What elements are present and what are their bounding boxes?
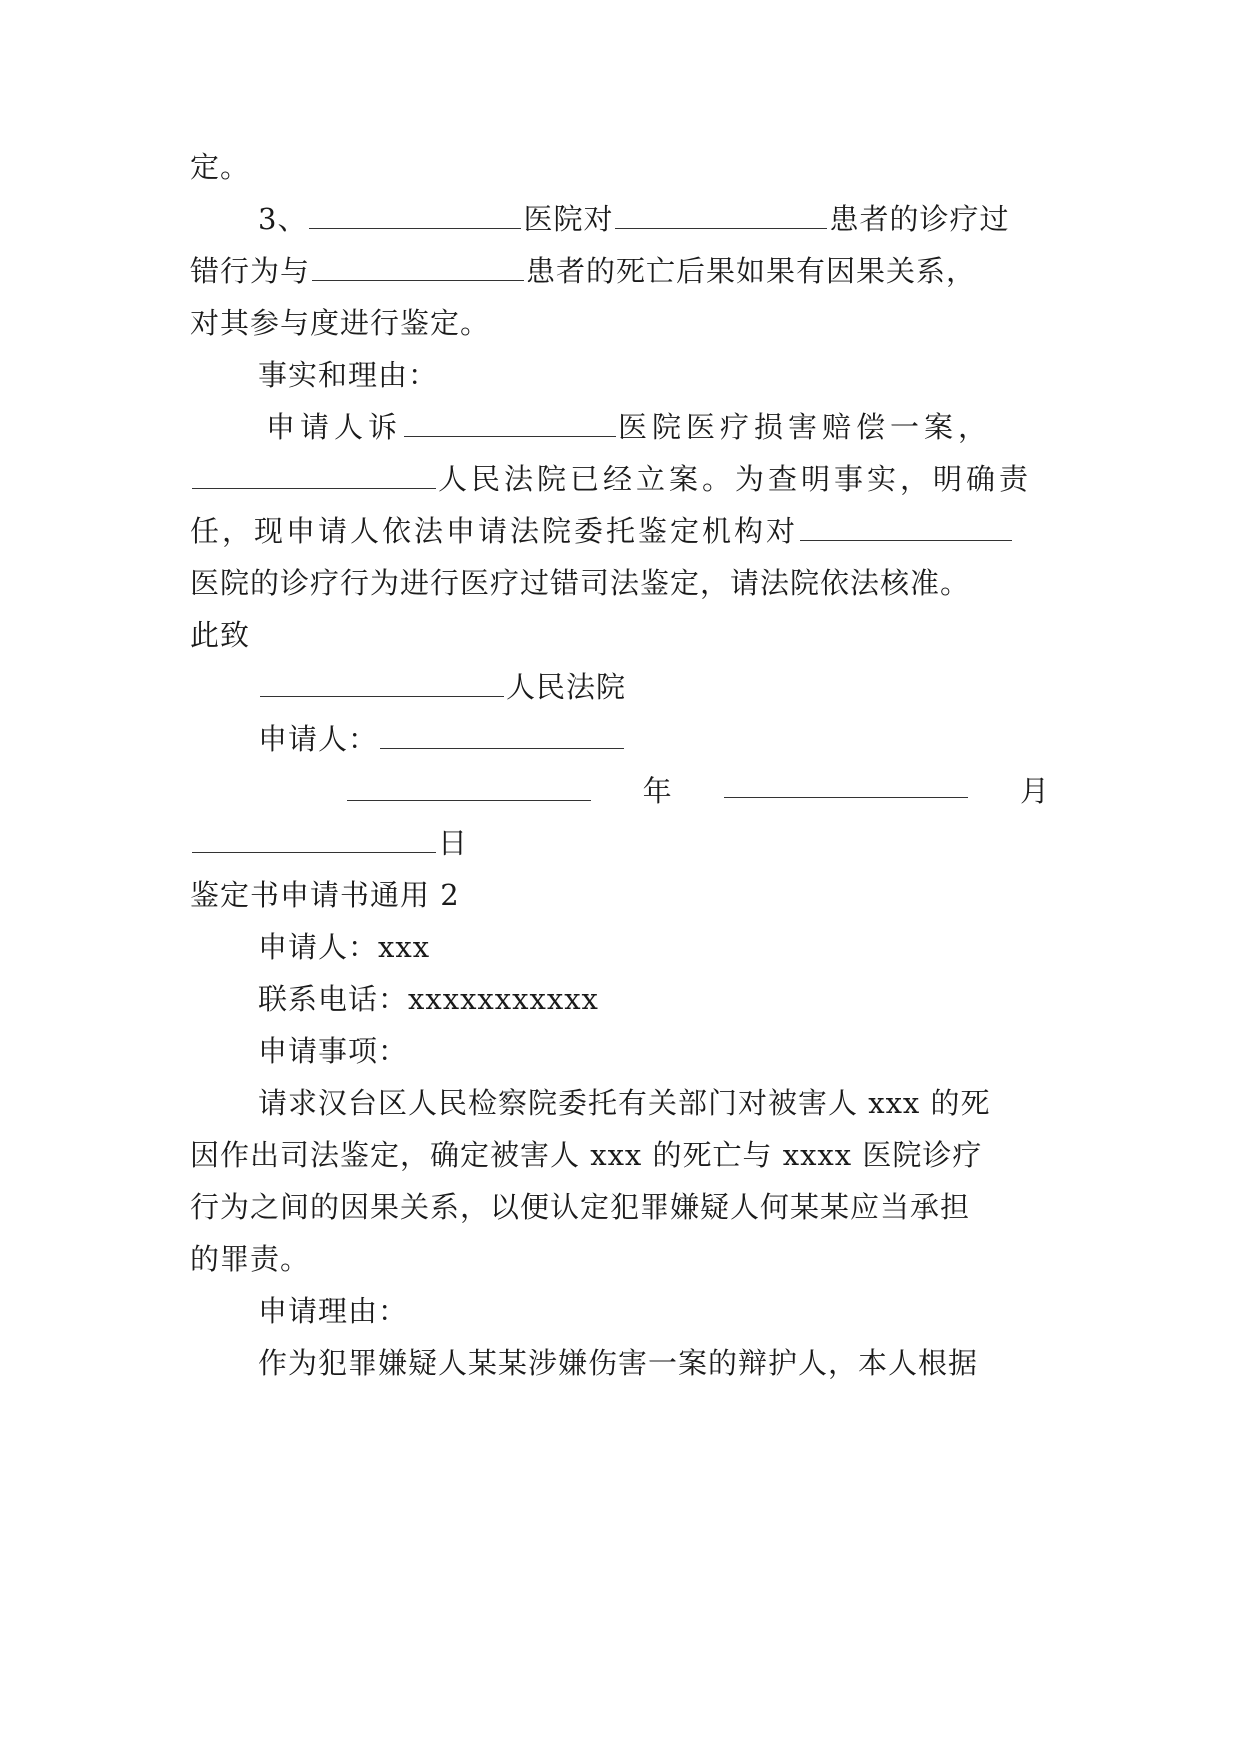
blank-field: [347, 774, 591, 801]
text-line: [258, 1291, 1118, 1331]
text-line: [190, 875, 1050, 915]
text: 医院对: [523, 202, 614, 236]
text: 错行为与: [190, 254, 311, 288]
section-heading: 事实和理由：: [258, 358, 439, 392]
text-line: [258, 199, 1118, 239]
text-line: [190, 823, 1050, 863]
text-line: [258, 1031, 1118, 1071]
section-title: 鉴定书申请书通用 2: [190, 878, 460, 912]
text: 患者的死亡后果如果有因果关系，: [526, 254, 977, 288]
day-label: 日: [438, 826, 469, 860]
applicant-label: 申请人：: [258, 722, 379, 756]
text-line: [190, 303, 1050, 343]
blank-field: [404, 410, 616, 437]
text: 任，现申请人依法申请法院委托鉴定机构对: [190, 514, 799, 548]
text-line: [190, 615, 1050, 655]
text-line: [190, 147, 1050, 187]
blank-field: [800, 514, 1012, 541]
blank-field: [192, 826, 436, 853]
text: 定。: [190, 150, 251, 184]
text: 的罪责。: [190, 1242, 311, 1276]
text: 人民法院已经立案。为查明事实，明确责: [438, 462, 1033, 496]
text: 行为之间的因果关系，以便认定犯罪嫌疑人何某某应当承担: [190, 1190, 971, 1224]
blank-field: [615, 202, 827, 229]
text: 作为犯罪嫌疑人某某涉嫌伤害一案的辩护人，本人根据: [258, 1346, 979, 1380]
text: 联系电话：xxxxxxxxxxx: [258, 982, 599, 1016]
blank-field: [380, 722, 624, 749]
text: 申请人：xxx: [258, 930, 431, 964]
text-line: [190, 1239, 1050, 1279]
text-line: [190, 251, 1050, 291]
year-group: [190, 771, 593, 811]
blank-field: [192, 462, 436, 489]
text: 申请人诉: [266, 410, 403, 444]
text-line: [258, 927, 1118, 967]
text-line: [190, 459, 1050, 499]
text: 医院的诊疗行为进行医疗过错司法鉴定，请法院依法核准。: [190, 566, 971, 600]
text: 3、: [258, 202, 308, 236]
text-line: [266, 407, 1126, 447]
text: 此致: [190, 618, 251, 652]
text-line: [190, 1135, 1050, 1175]
text-line: [258, 1083, 1118, 1123]
date-line: [190, 771, 1050, 811]
text-line: [190, 1187, 1050, 1227]
date-row: [190, 771, 1050, 811]
text-line: [258, 979, 1118, 1019]
text: 请求汉台区人民检察院委托有关部门对被害人 xxx 的死: [258, 1086, 991, 1120]
blank-field: [260, 670, 504, 697]
text: 患者的诊疗过: [829, 202, 1010, 236]
blank-field: [312, 254, 524, 281]
text: 因作出司法鉴定，确定被害人 xxx 的死亡与 xxxx 医院诊疗: [190, 1138, 983, 1172]
text-line: [258, 719, 1118, 759]
month-label: 月: [1019, 774, 1050, 808]
section-heading: 申请事项：: [258, 1034, 409, 1068]
text-line: [190, 563, 1050, 603]
year-label: 年: [642, 774, 673, 808]
blank-field: [309, 202, 521, 229]
text: 对其参与度进行鉴定。: [190, 306, 491, 340]
court-name: 人民法院: [506, 670, 627, 704]
text-line: [258, 1343, 1118, 1383]
text-line: [258, 355, 1118, 395]
text: 医院医疗损害赔偿一案，: [618, 410, 993, 444]
text-line: [190, 511, 1050, 551]
text-line: [258, 667, 1118, 707]
blank-field: [724, 771, 968, 798]
section-heading: 申请理由：: [258, 1294, 409, 1328]
